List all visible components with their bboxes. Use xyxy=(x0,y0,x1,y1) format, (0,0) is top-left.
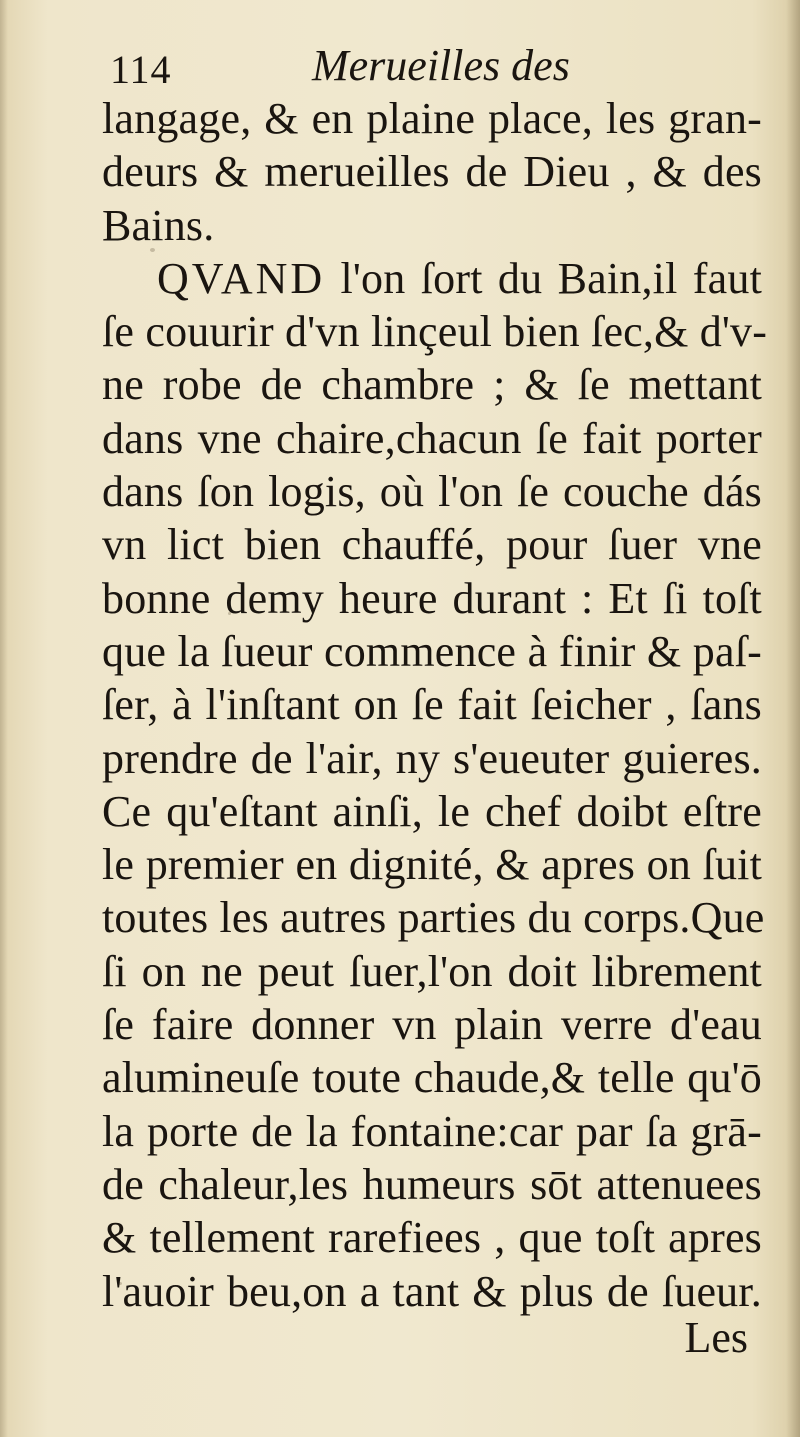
text-line: ſe faire donner vn plain verre d'eau xyxy=(102,1000,762,1050)
page-edge-shadow xyxy=(786,0,800,1437)
page-gutter-shadow xyxy=(0,0,8,1437)
text-line: la porte de la fontaine:car par ſa grā- xyxy=(102,1106,762,1156)
text-line: ſi on ne peut ſuer,l'on doit librement xyxy=(102,946,762,996)
text-line: deurs & merueilles de Dieu , & des xyxy=(102,147,762,197)
text-line: langage, & en plaine place, les gran- xyxy=(102,94,762,143)
body-text xyxy=(102,92,770,1318)
page-header xyxy=(0,28,800,98)
text-line: de chaleur,les humeurs sōt attenuees xyxy=(102,1159,762,1209)
text-line: que la ſueur commence à finir & paſ- xyxy=(102,626,762,676)
text-line: alumineuſe toute chaude,& telle qu'ō xyxy=(102,1053,762,1103)
text-line: ſe couurir d'vn linçeul bien ſec,& d'v- xyxy=(102,307,768,357)
text-line: Ce qu'eſtant ainſi, le chef doibt eſtre xyxy=(102,786,762,836)
text-line: Bains. xyxy=(102,200,215,250)
page-number: 114 xyxy=(110,47,172,92)
text-line: bonne demy heure durant : Et ſi toſt xyxy=(102,573,762,623)
running-title: Merueilles des xyxy=(312,41,570,90)
text-line: prendre de l'air, ny s'eueuter guieres. xyxy=(102,733,762,783)
paragraph-first-line xyxy=(102,252,762,305)
text-line: & tellement rarefiees , que toſt apres xyxy=(102,1213,762,1263)
text-line: l'on ſort du Bain,il faut xyxy=(340,253,762,303)
text-line: ſer, à l'inſtant on ſe fait ſeicher , ſans xyxy=(102,680,762,730)
text-line: toutes les autres parties du corps.Que xyxy=(102,893,765,943)
catchword: Les xyxy=(684,1313,748,1362)
text-line: dans vne chaire,chacun ſe fait porter xyxy=(102,413,762,463)
text-line: dans ſon logis, où l'on ſe couche dás xyxy=(102,467,762,517)
paragraph-opening-word: QVAND xyxy=(157,253,326,303)
text-line: le premier en dignité, & apres on ſuit xyxy=(102,840,762,890)
text-line: vn lict bien chauffé, pour ſuer vne xyxy=(102,520,762,570)
text-line: l'auoir beu,on a tant & plus de ſueur. xyxy=(102,1266,762,1316)
text-line: ne robe de chambre ; & ſe mettant xyxy=(102,360,762,410)
